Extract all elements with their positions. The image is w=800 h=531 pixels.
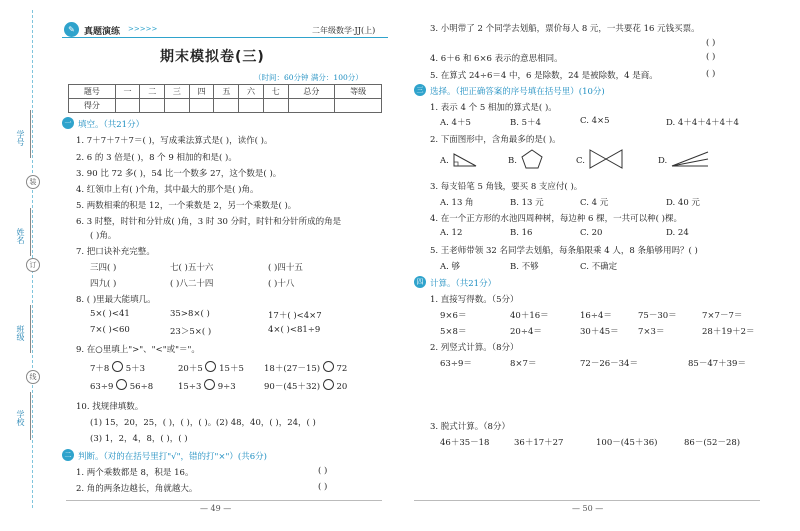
compare-circle[interactable] — [205, 361, 216, 372]
calc-item: 28＋19＋2＝ — [702, 327, 755, 337]
score-table — [68, 84, 382, 113]
calc-item: 100－(45＋36) — [596, 438, 658, 448]
judge-question-2: 2. 角的两条边越长，角就越大。 — [76, 484, 198, 494]
question-1-6: 6. 3 时整，时针和分针成( )角，3 时 30 分时，时针和分针所成的角是 — [76, 217, 342, 227]
compare-right: 15＋5 — [219, 364, 244, 374]
name-field[interactable] — [22, 208, 31, 256]
question-1-1: 1. 7＋7＋7＋7＝( )，写成乘法算式是( )，读作( )。 — [76, 136, 273, 146]
table-cell: 等级 — [335, 85, 382, 99]
table-cell: 七 — [263, 85, 288, 99]
binding-ring: 订 — [26, 258, 40, 272]
option[interactable]: A. 4＋5 — [440, 118, 471, 128]
score-cell[interactable] — [263, 99, 288, 113]
compare-left: 15÷3 — [178, 382, 202, 392]
question-1-9: 9. 在○里填上">"、"<"或"＝"。 — [76, 345, 200, 355]
option[interactable]: C. — [576, 156, 585, 166]
judge-question-1: 1. 两个乘数都是 8，积是 16。 — [76, 468, 194, 478]
calc-item: 63÷9＝ — [440, 359, 472, 369]
right-triangle-figure — [452, 150, 478, 168]
option[interactable]: A. 13 角 — [440, 198, 474, 208]
inequality-item: 35>8×( ) — [170, 309, 210, 319]
calc-item: 46＋35－18 — [440, 438, 490, 448]
option[interactable]: B. 16 — [510, 228, 533, 238]
answer-paren[interactable]: ( ) — [706, 52, 716, 62]
pattern-item: (1) 15，20，25，( )，( )，( )。 — [90, 418, 217, 428]
compare-right: 72 — [336, 364, 348, 374]
option[interactable]: C. 4×5 — [580, 116, 610, 126]
question-1-7: 7. 把口诀补充完整。 — [76, 247, 155, 257]
calc-item: 9×6＝ — [440, 311, 467, 321]
inequality-item: 17＋( )<4×7 — [268, 311, 322, 321]
section-title: 选择。（把正确答案的序号填在括号里）(10分) — [430, 87, 605, 97]
section-title: 计算。（共21分） — [430, 279, 497, 289]
calc-item: 86－(52－28) — [684, 438, 741, 448]
table-cell: 四 — [189, 85, 214, 99]
option[interactable]: C. 不确定 — [580, 262, 618, 272]
score-cell[interactable] — [239, 99, 264, 113]
question-1-3: 3. 90 比 72 多( )，54 比一个数多 27，这个数是( )。 — [76, 169, 282, 179]
binding-ring: 装 — [26, 175, 40, 189]
judge-question-3: 3. 小明带了 2 个同学去划船，票价每人 8 元，一共要花 16 元钱买票。 — [430, 24, 700, 34]
choice-question-3: 3. 每支铅笔 5 角钱，要买 8 支应付( )。 — [430, 182, 583, 192]
question-1-10: 10. 找规律填数。 — [76, 402, 144, 412]
inequality-item: 5×( )<41 — [90, 309, 130, 319]
compare-left: 7＋8 — [90, 364, 110, 374]
calc-item: 75－30＝ — [638, 311, 677, 321]
option[interactable]: B. 13 元 — [510, 198, 544, 208]
table-row — [69, 99, 382, 113]
choice-question-5: 5. 王老师带领 32 名同学去划船，每条船限乘 4 人，8 条船够用吗？( ) — [430, 246, 698, 256]
question-1-6-cont: ( )角。 — [90, 231, 117, 241]
option[interactable]: D. 24 — [666, 228, 689, 238]
class-label: 班级 — [16, 325, 25, 341]
section-icon: 一 — [62, 117, 74, 129]
score-cell[interactable] — [115, 99, 140, 113]
option[interactable]: A. 12 — [440, 228, 463, 238]
question-1-5: 5. 两数相乘的积是 12，一个乘数是 2，另一个乘数是( )。 — [76, 201, 297, 211]
answer-paren[interactable]: ( ) — [706, 69, 716, 79]
compare-item — [90, 361, 145, 374]
table-cell: 五 — [214, 85, 239, 99]
judge-question-5: 5. 在算式 24÷6＝4 中，6 是除数，24 是被除数，4 是商。 — [430, 71, 658, 81]
score-cell[interactable] — [335, 99, 382, 113]
grade-label: 二年级数学·JJ(上) — [312, 26, 376, 35]
pattern-item: (2) 48，40，( )，24，( ) — [216, 418, 316, 428]
question-1-8: 8. ( )里最大能填几。 — [76, 295, 156, 305]
angles-figure — [670, 148, 710, 170]
judge-question-4: 4. 6＋6 和 6×6 表示的意思相同。 — [430, 54, 563, 64]
mnemonic-item: 四九( ) — [90, 279, 117, 289]
option[interactable]: B. — [508, 156, 517, 166]
table-cell: 六 — [239, 85, 264, 99]
calc-item: 20÷4＝ — [510, 327, 542, 337]
calc-item: 7×3＝ — [638, 327, 665, 337]
page-number: — 49 — — [200, 504, 232, 513]
table-cell: 三 — [165, 85, 190, 99]
binding-ring: 线 — [26, 370, 40, 384]
score-cell[interactable] — [189, 99, 214, 113]
answer-paren[interactable]: ( ) — [318, 482, 328, 492]
mnemonic-item: 七( )五十六 — [170, 263, 214, 273]
option[interactable]: D. 40 元 — [666, 198, 700, 208]
mnemonic-item: ( )十八 — [268, 279, 295, 289]
option[interactable]: B. 5＋4 — [510, 118, 541, 128]
compare-item — [178, 361, 244, 374]
binding-strip — [0, 0, 56, 531]
option[interactable]: D. — [658, 156, 668, 166]
score-cell[interactable] — [288, 99, 335, 113]
compare-item — [264, 379, 347, 392]
compare-item — [178, 379, 236, 392]
compare-right: 9÷3 — [217, 382, 236, 392]
arrow-decoration: >>>>> — [128, 25, 158, 33]
section-icon: 二 — [62, 449, 74, 461]
page-number: — 50 — — [572, 504, 604, 513]
compare-circle[interactable] — [323, 361, 334, 372]
choice-question-1: 1. 表示 4 个 5 相加的算式是( )。 — [430, 103, 557, 113]
practice-icon: ✎ — [64, 22, 79, 37]
calc-item: 36＋17＋27 — [514, 438, 564, 448]
table-cell: 二 — [140, 85, 165, 99]
score-cell[interactable] — [140, 99, 165, 113]
question-1-4: 4. 红领巾上有( )个角，其中最大的那个是( )角。 — [76, 185, 259, 195]
compare-item — [264, 361, 347, 374]
practice-label: 真题演练 — [84, 27, 121, 37]
name-label: 姓名 — [16, 228, 25, 244]
option[interactable]: A. 够 — [440, 262, 461, 272]
compare-item — [90, 379, 153, 392]
inequality-item: 7×( )<60 — [90, 325, 130, 335]
school-label: 学校 — [16, 410, 25, 426]
table-row — [69, 85, 382, 99]
calc-item: 40＋16＝ — [510, 311, 549, 321]
school-field[interactable] — [22, 392, 31, 440]
inequality-item: 23＞5×( ) — [170, 327, 212, 337]
section-icon: 三 — [414, 84, 426, 96]
compare-left: 90－(45＋32) — [264, 382, 321, 392]
section-title: 判断。（对的在括号里打"√"，错的打"×"）(共6分) — [78, 452, 267, 462]
compare-right: 56÷8 — [129, 382, 154, 392]
score-cell[interactable] — [214, 99, 239, 113]
option[interactable]: C. 4 元 — [580, 198, 609, 208]
pentagon-figure — [520, 148, 544, 170]
inequality-item: 4×( )<81÷9 — [268, 325, 321, 335]
calc-item: 5×8＝ — [440, 327, 467, 337]
option[interactable]: C. 20 — [580, 228, 603, 238]
time-score: （时间：60分钟 满分：100分） — [254, 73, 363, 82]
pattern-item: (3) 1，2，4，8，( )，( ) — [90, 434, 188, 444]
choice-question-4: 4. 在一个正方形的水池四周种树，每边种 6 棵，一共可以种( )棵。 — [430, 214, 682, 224]
calc-part-2: 2. 列竖式计算。（8分） — [430, 343, 519, 353]
table-cell: 总分 — [288, 85, 335, 99]
calc-item: 8×7＝ — [510, 359, 537, 369]
calc-item: 85－47＋39＝ — [688, 359, 746, 369]
compare-right: 5＋3 — [125, 364, 146, 374]
calc-item: 16÷4＝ — [580, 311, 612, 321]
compare-right: 20 — [336, 382, 348, 392]
calc-item: 7×7－7＝ — [702, 311, 743, 321]
choice-question-2: 2. 下面图形中，含角最多的是( )。 — [430, 135, 561, 145]
table-cell: 一 — [115, 85, 140, 99]
bowtie-figure — [588, 148, 624, 170]
calc-item: 72－26－34＝ — [580, 359, 638, 369]
student-id-label: 学号 — [16, 130, 25, 146]
compare-circle[interactable] — [116, 379, 127, 390]
table-cell: 得分 — [69, 99, 116, 113]
calc-part-3: 3. 脱式计算。（8分） — [430, 422, 510, 432]
option[interactable]: B. 不够 — [510, 262, 539, 272]
footer-rule — [414, 500, 760, 501]
header-rule — [62, 37, 388, 38]
compare-left: 20＋5 — [178, 364, 203, 374]
compare-circle[interactable] — [112, 361, 123, 372]
footer-rule — [66, 500, 382, 501]
compare-left: 18＋(27－15) — [264, 364, 321, 374]
answer-paren[interactable]: ( ) — [706, 38, 716, 48]
compare-circle[interactable] — [204, 379, 215, 390]
mnemonic-item: 三四( ) — [90, 263, 117, 273]
student-id-field[interactable] — [22, 110, 31, 158]
table-cell: 题号 — [69, 85, 116, 99]
right-page — [400, 0, 800, 531]
option[interactable]: D. 4＋4＋4＋4＋4 — [666, 118, 739, 128]
compare-left: 63÷9 — [90, 382, 114, 392]
mnemonic-item: ( )四十五 — [268, 263, 303, 273]
score-cell[interactable] — [165, 99, 190, 113]
calc-item: 30＋45＝ — [580, 327, 619, 337]
section-title: 填空。（共21分） — [78, 120, 145, 130]
calc-part-1: 1. 直接写得数。（5分） — [430, 295, 519, 305]
exam-title: 期末模拟卷(三) — [160, 49, 265, 65]
mnemonic-item: ( )八二十四 — [170, 279, 214, 289]
class-field[interactable] — [22, 305, 31, 353]
answer-paren[interactable]: ( ) — [318, 466, 328, 476]
compare-circle[interactable] — [323, 379, 334, 390]
question-1-2: 2. 6 的 3 倍是( )，8 个 9 相加的和是( )。 — [76, 153, 237, 163]
section-icon: 四 — [414, 276, 426, 288]
option[interactable]: A. — [440, 156, 449, 166]
